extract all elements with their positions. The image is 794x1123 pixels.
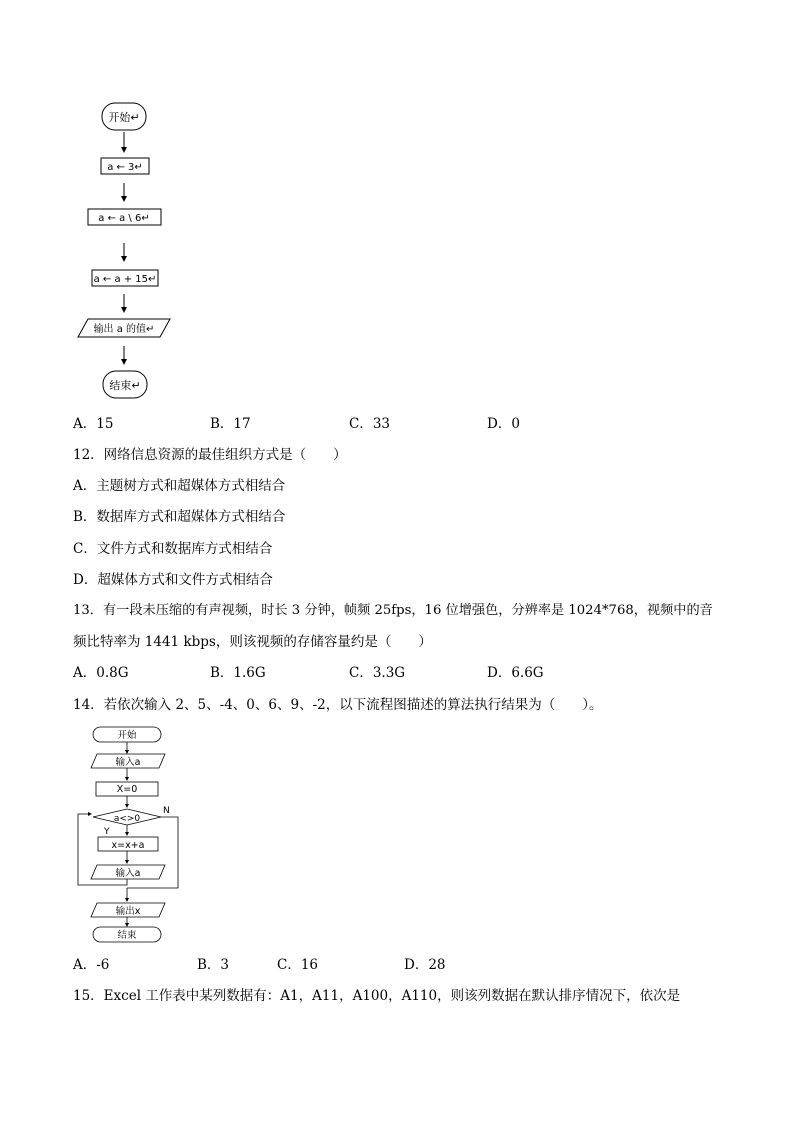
q12-option-c: C．文件方式和数据库方式相结合 [73, 541, 273, 557]
fc2-output-label: 输出x [115, 906, 141, 917]
q14-stem: 14．若依次输入 2、5、-4、0、6、9、-2，以下流程图描述的算法执行结果为（ ）。 [73, 697, 603, 713]
q11-option-b: B．17 [210, 416, 251, 432]
fc2-output-node [91, 903, 165, 917]
q12-option-d: D．超媒体方式和文件方式相结合 [73, 572, 273, 588]
fc2-assign-node [98, 837, 158, 851]
q14-option-a: A．-6 [73, 957, 110, 973]
fc2-start-label: 开始 [117, 730, 137, 741]
fc1-end-label: 结束↵ [109, 379, 141, 392]
q13-option-c: C．3.3G [349, 665, 406, 681]
fc2-input2-label: 输入a [115, 868, 141, 879]
fc1-step1-label: a ← 3↵ [107, 162, 143, 173]
fc2-input1-label: 输入a [115, 757, 141, 768]
fc2-assign-label: x=x+a [111, 840, 145, 851]
fc2-condition-node [93, 809, 161, 825]
fc2-end-label: 结束 [117, 930, 137, 941]
flowchart-q14 [70, 722, 190, 944]
fc1-step2-label: a ← a \ 6↵ [98, 213, 150, 224]
q12-stem: 12．网络信息资源的最佳组织方式是（ ） [73, 447, 347, 463]
q11-option-c: C．33 [349, 416, 391, 432]
fc2-input1-node [91, 754, 165, 768]
q14-option-c: C．16 [277, 957, 319, 973]
q13-option-b: B．1.6G [210, 665, 266, 681]
fc1-output-node [78, 319, 170, 337]
q13-stem-line2: 频比特率为 1441 kbps，则该视频的存储容量约是（ ） [73, 634, 432, 650]
q12-option-a: A．主题树方式和超媒体方式相结合 [73, 478, 286, 494]
q14-option-b: B．3 [197, 957, 230, 973]
q13-option-d: D．6.6G [487, 665, 544, 681]
fc1-step2-node [88, 209, 161, 225]
flowchart-q11 [0, 0, 260, 410]
fc2-end-node [93, 927, 161, 942]
fc2-start-node [93, 727, 161, 742]
q12-option-b: B．数据库方式和超媒体方式相结合 [73, 509, 286, 525]
fc2-input2-node [91, 865, 165, 879]
fc1-end-node [103, 371, 147, 398]
fc2-yes-label: Y [104, 827, 110, 837]
fc1-output-label: 输出 a 的值↵ [93, 324, 155, 335]
fc1-step3-label: a ← a + 15↵ [93, 274, 157, 285]
fc2-init-node [96, 782, 158, 796]
q11-option-d: D．0 [487, 416, 520, 432]
q13-stem-line1: 13．有一段未压缩的有声视频，时长 3 分钟，帧频 25fps，16 位增强色，分辨率是 1024*768，视频中的音 [73, 603, 713, 618]
q15-stem: 15．Excel 工作表中某列数据有：A1，A11，A100，A110，则该列数据在默认排序情况下，依次是 [73, 988, 681, 1004]
fc1-step3-node [92, 270, 158, 286]
fc1-start-node [102, 103, 146, 130]
fc1-start-label: 开始↵ [108, 111, 140, 124]
q14-option-d: D．28 [404, 957, 446, 973]
q13-option-a: A．0.8G [73, 665, 129, 681]
fc1-step1-node [101, 158, 149, 174]
fc2-no-label: N [163, 806, 170, 816]
fc2-condition-label: a<>0 [113, 814, 141, 824]
fc2-init-label: X=0 [116, 784, 138, 795]
q11-option-a: A．15 [73, 416, 114, 432]
